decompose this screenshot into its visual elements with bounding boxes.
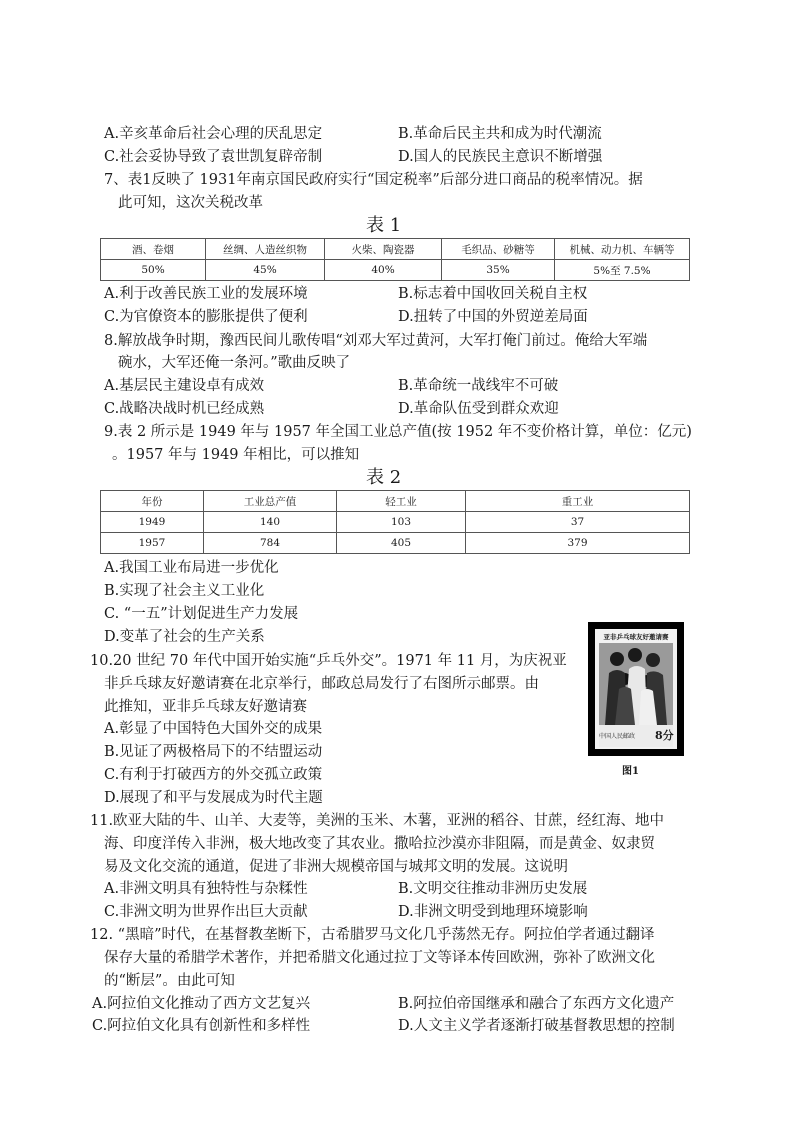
- q10-stem-line3: 此推知，亚非乒乓球友好邀请赛: [104, 699, 307, 715]
- table1-caption: 表 1: [366, 215, 402, 236]
- q10-stem-line1: 10.20 世纪 70 年代中国开始实施“乒乓外交”。1971 年 11 月，为庆祝亚: [90, 653, 567, 669]
- table2-caption: 表 2: [366, 467, 402, 488]
- table2-header: 工业总产值: [204, 491, 337, 512]
- table1-header: 丝绸、人造丝织物: [206, 239, 325, 260]
- table1-cell: 35%: [442, 260, 555, 281]
- q12-stem-line3: 的“断层”。由此可知: [104, 973, 235, 989]
- table1-header: 机械、动力机、车辆等: [555, 239, 690, 260]
- table2-row: [101, 512, 690, 533]
- q6-option-d: D.国人的民族民主意识不断增强: [398, 149, 603, 165]
- q9-option-b: B.实现了社会主义工业化: [104, 583, 265, 599]
- table2-cell: 37: [466, 512, 690, 533]
- table1-header: 酒、卷烟: [101, 239, 206, 260]
- table2-cell: 784: [204, 533, 337, 554]
- table1-cell: 5%至 7.5%: [555, 260, 690, 281]
- q11-option-c: C.非洲文明为世界作出巨大贡献: [104, 904, 308, 920]
- table2-cell: 1957: [101, 533, 204, 554]
- q8-stem-line1: 8.解放战争时期，豫西民间儿歌传唱“刘邓大军过黄河，大军打俺门前过。俺给大军端: [104, 333, 648, 349]
- table2: [100, 490, 690, 554]
- q10-option-b: B.见证了两极格局下的不结盟运动: [104, 744, 323, 760]
- table1-header-row: [101, 239, 690, 260]
- q7-option-b: B.标志着中国收回关税自主权: [398, 286, 588, 302]
- stamp-border: [588, 622, 684, 756]
- figure-caption: 图1: [622, 766, 639, 777]
- table2-row: [101, 533, 690, 554]
- stamp-title: 亚非乒乓球友好邀请赛: [603, 633, 669, 641]
- q8-option-d: D.革命队伍受到群众欢迎: [398, 401, 559, 417]
- q8-stem-line2: 碗水，大军还俺一条河。”歌曲反映了: [118, 355, 351, 371]
- stamp-value: 8分: [655, 729, 674, 742]
- table1-header: 毛织品、砂糖等: [442, 239, 555, 260]
- q7-stem-line1: 7、表1反映了 1931年南京国民政府实行“国定税率”后部分进口商品的税率情况。据: [104, 172, 643, 188]
- q9-stem-line2: 。1957 年与 1949 年相比，可以推知: [112, 447, 360, 463]
- q10-option-c: C.有利于打破西方的外交孤立政策: [104, 767, 323, 783]
- q8-option-b: B.革命统一战线牢不可破: [398, 378, 559, 394]
- q10-option-d: D.展现了和平与发展成为时代主题: [104, 790, 323, 806]
- table2-cell: 103: [337, 512, 466, 533]
- table2-header: 轻工业: [337, 491, 466, 512]
- table1: [100, 238, 690, 281]
- q12-stem-line2: 保存大量的希腊学术著作，并把希腊文化通过拉丁文等译本传回欧洲，弥补了欧洲文化: [104, 950, 655, 966]
- q11-stem-line3: 易及文化交流的通道，促进了非洲大规模帝国与城邦文明的发展。这说明: [104, 859, 568, 875]
- table1-cell: 45%: [206, 260, 325, 281]
- q12-stem-line1: 12. “黑暗”时代，在基督教垄断下，古希腊罗马文化几乎荡然无存。阿拉伯学者通过翻译: [90, 927, 655, 943]
- table1-header: 火柴、陶瓷器: [325, 239, 442, 260]
- q9-option-c: C. “一五”计划促进生产力发展: [104, 606, 299, 622]
- q9-option-a: A.我国工业布局进一步优化: [104, 560, 279, 576]
- q9-option-d: D.变革了社会的生产关系: [104, 629, 265, 645]
- q7-option-c: C.为官僚资本的膨胀提供了便利: [104, 309, 308, 325]
- table2-cell: 405: [337, 533, 466, 554]
- table2-cell: 1949: [101, 512, 204, 533]
- q11-stem-line2: 海、印度洋传入非洲，极大地改变了其农业。撒哈拉沙漠亦非阻隔，而是黄金、奴隶贸: [104, 836, 655, 852]
- q11-stem-line1: 11.欧亚大陆的牛、山羊、大麦等，美洲的玉米、木薯，亚洲的稻谷、甘蔗，经红海、地中: [90, 813, 665, 829]
- q12-option-c: C.阿拉伯文化具有创新性和多样性: [92, 1018, 311, 1034]
- q8-option-c: C.战略决战时机已经成熟: [104, 401, 265, 417]
- q7-stem-line2: 此可知，这次关税改革: [118, 195, 263, 211]
- q12-option-a: A.阿拉伯文化推动了西方文艺复兴: [92, 996, 311, 1012]
- q11-option-b: B.文明交往推动非洲历史发展: [398, 881, 588, 897]
- q7-option-d: D.扭转了中国的外贸逆差局面: [398, 309, 588, 325]
- q11-option-a: A.非洲文明具有独特性与杂糅性: [104, 881, 308, 897]
- q10-stem-line2: 非乒乓球友好邀请赛在北京举行，邮政总局发行了右图所示邮票。由: [104, 676, 539, 692]
- table2-header: 年份: [101, 491, 204, 512]
- q8-option-a: A.基层民主建设卓有成效: [104, 378, 265, 394]
- q7-option-a: A.利于改善民族工业的发展环境: [104, 286, 308, 302]
- q9-stem-line1: 9.表 2 所示是 1949 年与 1957 年全国工业总产值(按 1952 年不变价格计算，单位：亿元): [104, 424, 692, 440]
- table2-header-row: [101, 491, 690, 512]
- q12-option-d: D.人文主义学者逐渐打破基督教思想的控制: [398, 1018, 675, 1034]
- q12-option-b: B.阿拉伯帝国继承和融合了东西方文化遗产: [398, 996, 675, 1012]
- table2-header: 重工业: [466, 491, 690, 512]
- table1-value-row: [101, 260, 690, 281]
- q11-option-d: D.非洲文明受到地理环境影响: [398, 904, 588, 920]
- q6-option-b: B.革命后民主共和成为时代潮流: [398, 126, 602, 142]
- table1-cell: 50%: [101, 260, 206, 281]
- stamp-figure: [588, 622, 684, 756]
- stamp-picture: [595, 629, 677, 749]
- q10-option-a: A.彰显了中国特色大国外交的成果: [104, 721, 323, 737]
- q6-option-a: A.辛亥革命后社会心理的厌乱思定: [104, 126, 323, 142]
- table2-cell: 379: [466, 533, 690, 554]
- stamp-bottom-text: 中国人民邮政: [599, 733, 636, 740]
- q6-option-c: C.社会妥协导致了袁世凯复辟帝制: [104, 149, 323, 165]
- table2-cell: 140: [204, 512, 337, 533]
- table1-cell: 40%: [325, 260, 442, 281]
